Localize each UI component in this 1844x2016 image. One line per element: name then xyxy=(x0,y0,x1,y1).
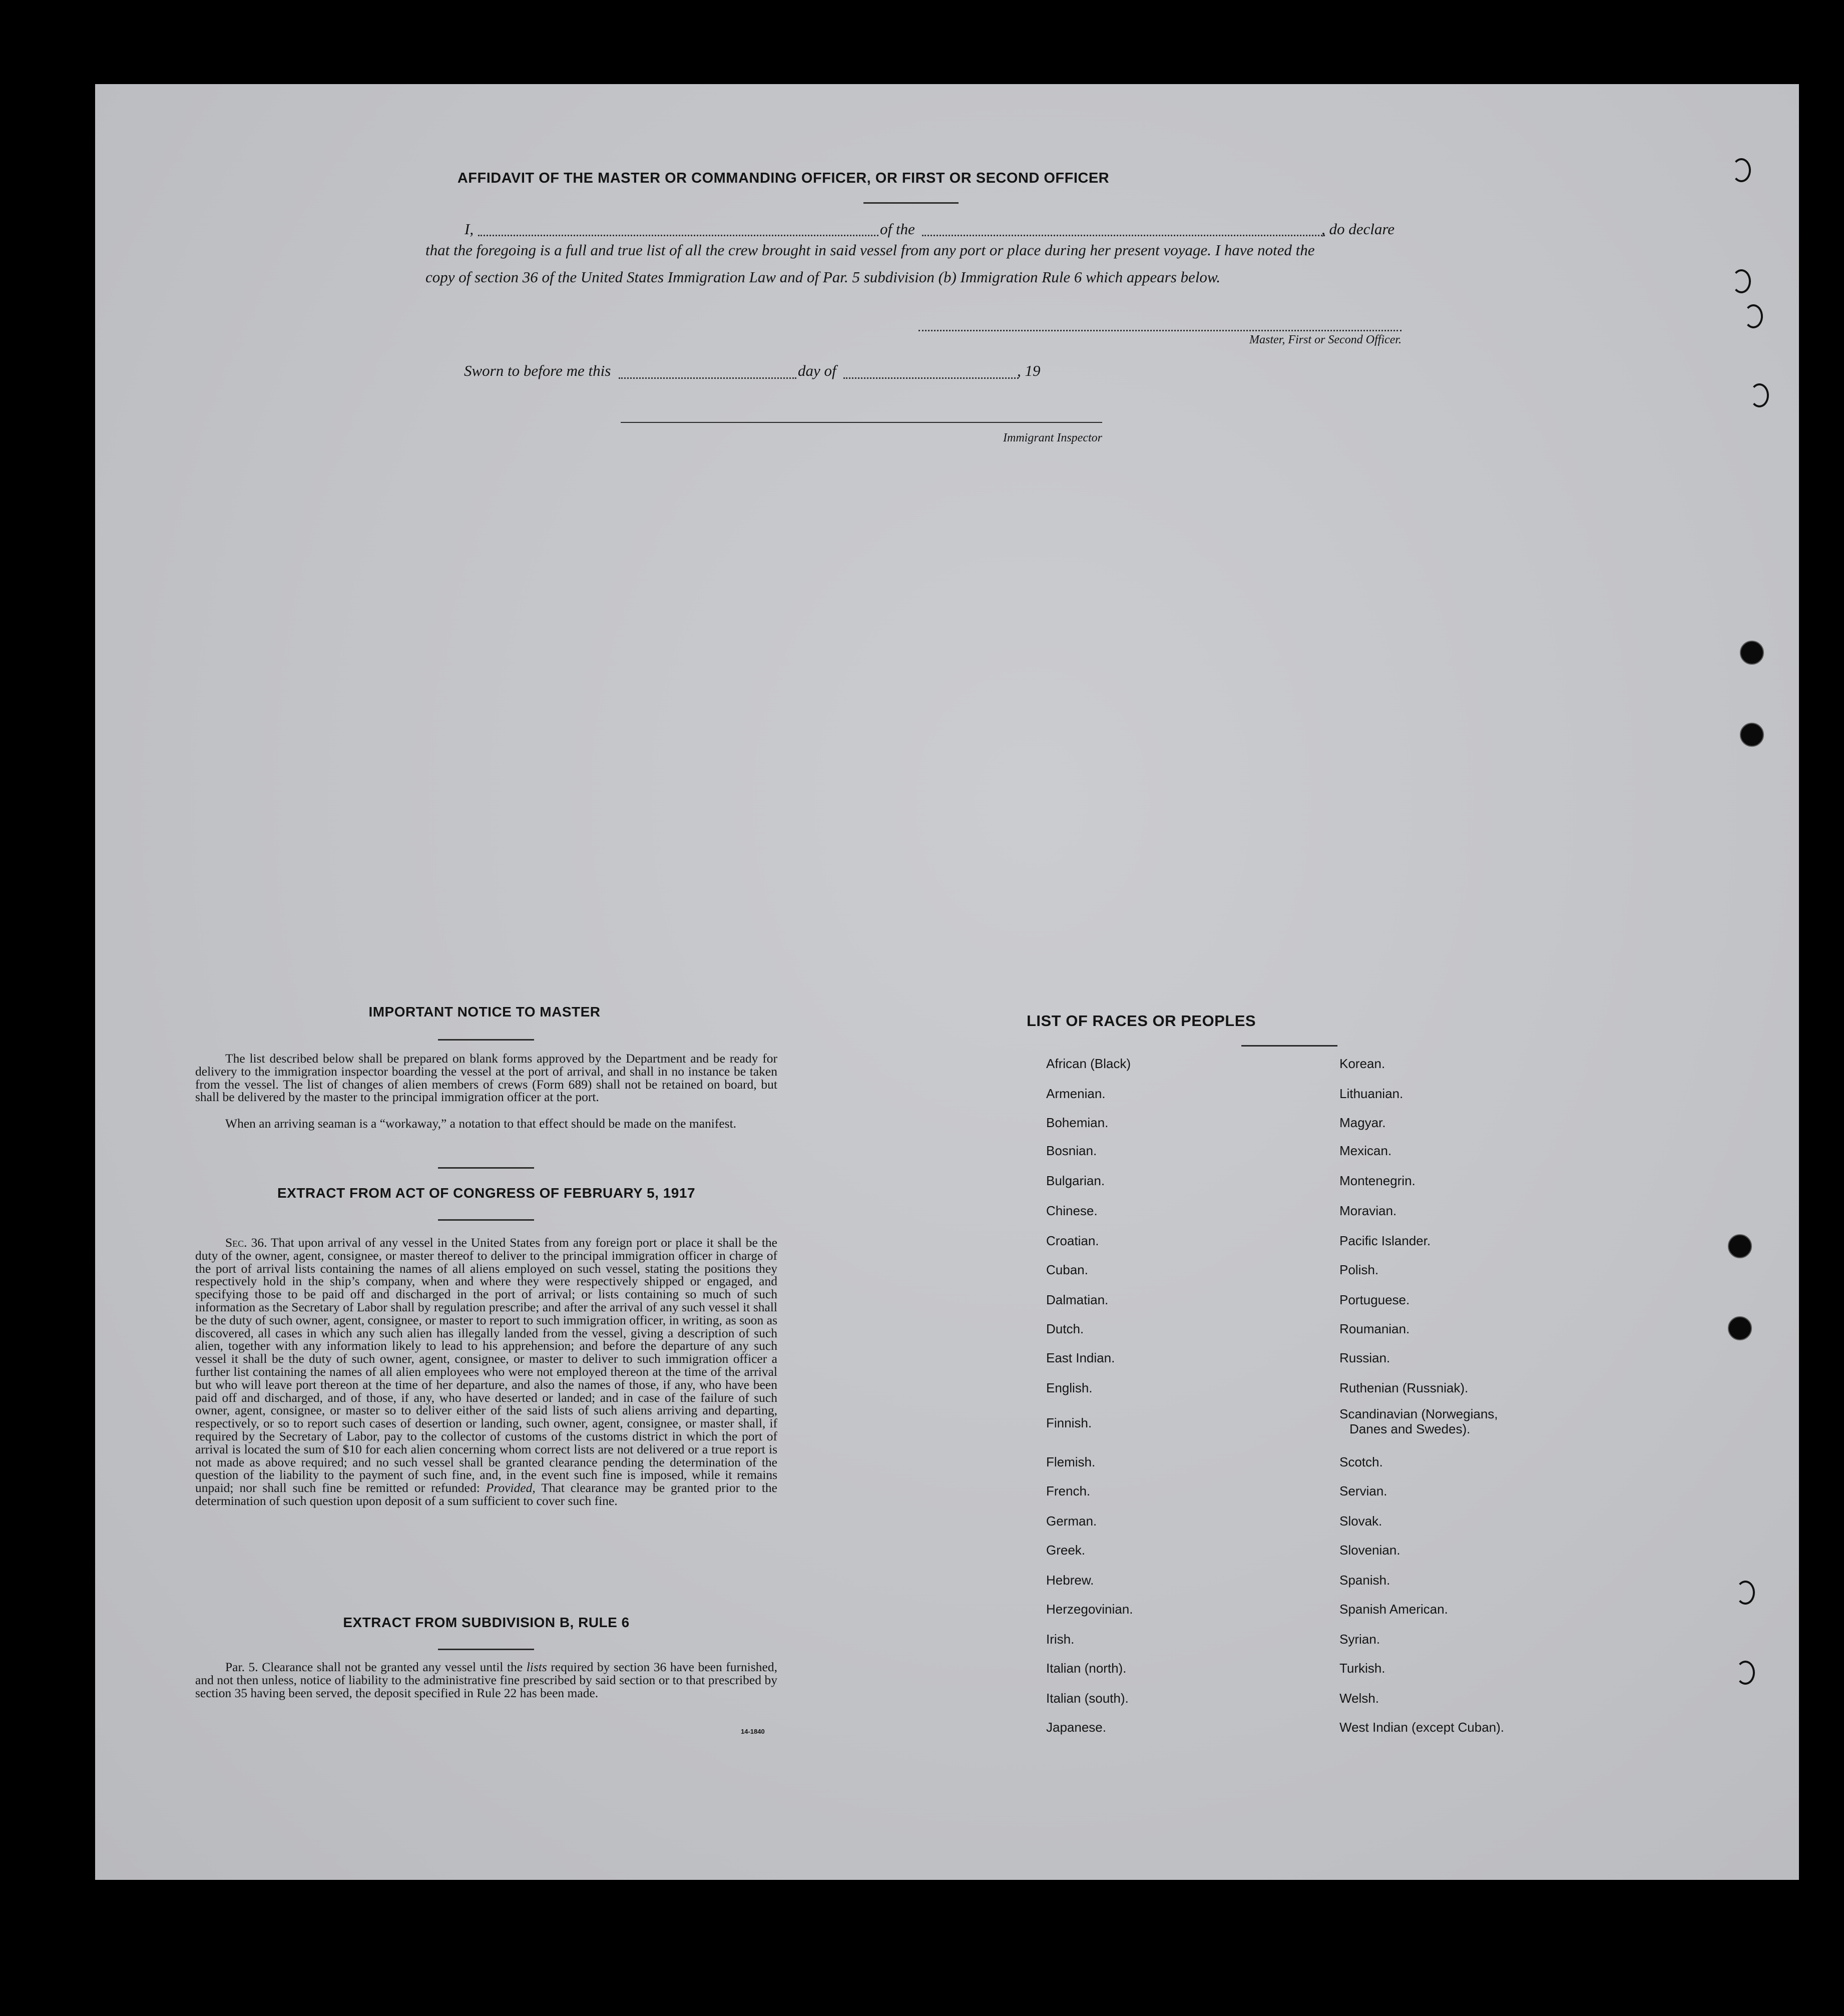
race-entry: Cuban. xyxy=(1046,1262,1088,1277)
master-signature-line[interactable] xyxy=(918,330,1402,331)
binder-hole-icon xyxy=(1732,158,1751,182)
sworn-month-blank[interactable] xyxy=(843,377,1019,379)
race-entry: Japanese. xyxy=(1046,1720,1106,1735)
race-entry: Italian (north). xyxy=(1046,1661,1127,1676)
race-entry: Chinese. xyxy=(1046,1203,1098,1218)
notice-paragraph-2: When an arriving seaman is a “workaway,” a notation to that effect should be made on the manifest. xyxy=(225,1116,737,1131)
affidavit-i: I, xyxy=(465,220,474,238)
rule-6-text-b: required by section 36 have been furnished, and not then unless, notice of liability to the administrative fine prescribed by said section or to that prescribed by section 35 having been served, the deposit specified in Rule 22 has been made. xyxy=(195,1660,777,1700)
race-entry: Scotch. xyxy=(1339,1454,1383,1469)
notice-paragraph-1: The list described below shall be prepared on blank forms approved by the Department and be ready for delivery to the immigration inspector boarding the vessel at the port of arrival, and shall in no instance be taken from the vessel. The list of changes of alien members of crews (Form 689) shall not be retained on board, but shall be delivered by the master to the principal immigration officer at the port. xyxy=(195,1051,777,1105)
race-entry: Hebrew. xyxy=(1046,1573,1094,1588)
race-entry: Slovak. xyxy=(1339,1514,1382,1529)
race-entry: African (Black) xyxy=(1046,1056,1131,1071)
extract-act-divider xyxy=(438,1219,534,1221)
race-entry: Pacific Islander. xyxy=(1339,1233,1431,1248)
binder-hole-icon xyxy=(1744,304,1763,328)
race-entry: Roumanian. xyxy=(1339,1321,1410,1336)
race-entry: French. xyxy=(1046,1483,1091,1498)
vessel-blank[interactable] xyxy=(922,235,1325,236)
section-divider xyxy=(438,1167,534,1169)
race-entry: Dutch. xyxy=(1046,1321,1084,1336)
inspector-label: Immigrant Inspector xyxy=(1003,431,1102,444)
race-entry: Italian (south). xyxy=(1046,1691,1129,1706)
affidavit-line-3: copy of section 36 of the United States Immigration Law and of Par. 5 subdivision (b) Immigration Rule 6 which appears below. xyxy=(425,268,1221,286)
race-entry-continuation: Danes and Swedes). xyxy=(1349,1421,1471,1436)
race-entry: Croatian. xyxy=(1046,1233,1099,1248)
race-entry: German. xyxy=(1046,1514,1097,1529)
punch-hole-icon xyxy=(1740,723,1764,747)
race-entry: Slovenian. xyxy=(1339,1543,1401,1558)
binder-hole-icon xyxy=(1732,269,1751,293)
extract-rule-divider xyxy=(438,1649,534,1650)
binder-hole-icon xyxy=(1750,383,1769,407)
notice-divider xyxy=(438,1039,534,1041)
races-title: LIST OF RACES OR PEOPLES xyxy=(1026,1012,1256,1030)
race-entry: English. xyxy=(1046,1380,1093,1395)
notice-title: IMPORTANT NOTICE TO MASTER xyxy=(368,1004,601,1020)
race-entry: Magyar. xyxy=(1339,1115,1386,1130)
rule-6-text xyxy=(195,1661,777,1699)
race-entry: Bulgarian. xyxy=(1046,1173,1105,1188)
race-entry: Polish. xyxy=(1339,1262,1379,1277)
affidavit-title: AFFIDAVIT OF THE MASTER OR COMMANDING OFFICER, OR FIRST OR SECOND OFFICER xyxy=(457,170,1110,186)
name-blank[interactable] xyxy=(478,235,878,236)
races-divider xyxy=(1241,1045,1337,1047)
punch-hole-icon xyxy=(1728,1316,1752,1340)
race-entry: Irish. xyxy=(1046,1632,1075,1647)
race-entry: Spanish American. xyxy=(1339,1602,1448,1617)
master-signature-label: Master, First or Second Officer. xyxy=(1249,333,1402,346)
sworn-day-of: day of xyxy=(798,362,836,379)
section-36-body: That upon arrival of any vessel in the United States from any foreign port or place it shall be the duty of the owner, agent, consignee, or master thereof to deliver to the principal immigration officer in charge of the port of arrival lists containing the names of all aliens employed on such vessel, stating the positions they respectively hold in the ship’s company, when and where they were respectively shipped or engaged, and specifying those to be paid off and discharged in the port of arrival; or lists containing so much of such information as the Secretary of Labor shall by regulation prescribe; and after the arrival of any such vessel it shall be the duty of such owner, agent, consignee, or master to report to such immigration officer, in writing, as soon as discovered, all cases in which any such alien has illegally landed from the vessel, giving a description of such alien, together with any information likely to lead to his apprehension; and before the departure of any such vessel it shall be the duty of such owner, agent, consignee, or master to deliver to such immigration officer a further list containing the names of all alien employees who were not employed thereon at the time of the arrival but who will leave port thereon at the time of her departure, and also the names of those, if any, who have been paid off and discharged, and of those, if any, who have deserted or landed; and in case of the failure of such owner, agent, consignee, or master so to deliver either of the said lists of such aliens arriving and departing, respectively, or so to report such cases of desertion or landing, such owner, agent, consignee, or master shall, if required by the Secretary of Labor, pay to the collector of customs of the customs district in which the port of arrival is located the sum of $10 for each alien concerning whom correct lists are not delivered or a true report is not made as above required; and no such vessel shall be granted clearance pending the determination of the question of the liability to the payment of such fine, and, in the event such fine is imposed, while it remains unpaid; nor shall such fine be remitted or refunded: xyxy=(195,1235,777,1495)
race-entry: Welsh. xyxy=(1339,1691,1379,1706)
race-entry: Ruthenian (Russniak). xyxy=(1339,1380,1469,1395)
race-entry: Turkish. xyxy=(1339,1661,1386,1676)
race-entry: Herzegovinian. xyxy=(1046,1602,1133,1617)
race-entry: Russian. xyxy=(1339,1350,1391,1365)
race-entry: Mexican. xyxy=(1339,1143,1392,1158)
extract-rule-title: EXTRACT FROM SUBDIVISION B, RULE 6 xyxy=(343,1615,630,1630)
race-entry: Dalmatian. xyxy=(1046,1292,1109,1307)
sworn-prefix: Sworn to before me this xyxy=(464,362,611,379)
race-entry: Montenegrin. xyxy=(1339,1173,1416,1188)
section-36-end: That clearance may be granted prior to the determination of such question upon deposit of a sum sufficient to cover such fine. xyxy=(195,1480,777,1508)
inspector-signature-line[interactable] xyxy=(621,422,1102,423)
race-entry: East Indian. xyxy=(1046,1350,1115,1365)
race-entry: Bohemian. xyxy=(1046,1115,1109,1130)
affidavit-declare: , do declare xyxy=(1321,220,1395,238)
race-entry: Moravian. xyxy=(1339,1203,1397,1218)
document-page xyxy=(95,84,1799,1880)
race-entry: Bosnian. xyxy=(1046,1143,1097,1158)
section-36-text xyxy=(195,1236,777,1507)
punch-hole-icon xyxy=(1740,641,1764,665)
rule-6-text-a: Par. 5. Clearance shall not be granted any vessel until the xyxy=(225,1660,523,1674)
punch-hole-icon xyxy=(1728,1234,1752,1258)
title-divider xyxy=(863,202,959,204)
race-entry: Armenian. xyxy=(1046,1086,1106,1101)
sworn-year: , 19 xyxy=(1017,362,1041,379)
race-entry: Korean. xyxy=(1339,1056,1386,1071)
provided-word: Provided, xyxy=(486,1480,536,1495)
race-entry: Scandinavian (Norwegians, xyxy=(1339,1406,1498,1421)
race-entry: Lithuanian. xyxy=(1339,1086,1404,1101)
race-entry: Flemish. xyxy=(1046,1454,1096,1469)
extract-act-title: EXTRACT FROM ACT OF CONGRESS OF FEBRUARY 5, 1917 xyxy=(277,1185,696,1201)
section-label: Sec. 36. xyxy=(225,1235,267,1250)
race-entry: Greek. xyxy=(1046,1543,1086,1558)
race-entry: West Indian (except Cuban). xyxy=(1339,1720,1505,1735)
race-entry: Servian. xyxy=(1339,1483,1388,1498)
race-entry: Portuguese. xyxy=(1339,1292,1410,1307)
race-entry: Spanish. xyxy=(1339,1573,1391,1588)
binder-hole-icon xyxy=(1736,1661,1755,1685)
affidavit-of-the: of the xyxy=(880,220,915,238)
binder-hole-icon xyxy=(1736,1581,1755,1605)
race-entry: Finnish. xyxy=(1046,1415,1092,1430)
form-number: 14-1840 xyxy=(741,1728,765,1735)
race-entry: Syrian. xyxy=(1339,1632,1380,1647)
lists-word: lists xyxy=(526,1660,547,1674)
affidavit-line-2: that the foregoing is a full and true list of all the crew brought in said vessel from any port or place during her present voyage. I have noted the xyxy=(425,241,1315,259)
sworn-day-blank[interactable] xyxy=(619,377,796,379)
